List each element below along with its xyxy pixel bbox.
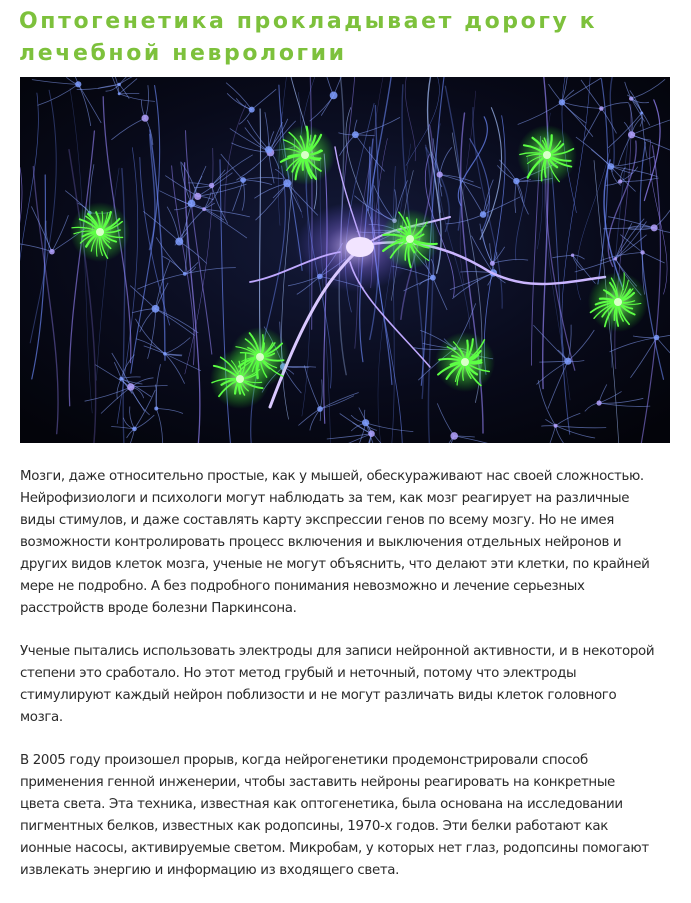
glowing-cell [435, 332, 495, 392]
paragraph-line: Нейрофизиологи и психологи могут наблюдать за тем, как мозг реагирует на различные [20, 491, 630, 506]
paragraph-line: стимулируют каждый нейрон поблизости и не могут различать виды клеток головного [20, 688, 617, 703]
paragraph-2 [20, 641, 675, 729]
glowing-cell [588, 272, 648, 332]
neuron-network-illustration-icon [20, 77, 670, 443]
paragraph-line: извлекать энергию и информацию из входящего света. [20, 863, 400, 878]
glowing-cell [210, 349, 270, 409]
paragraph-line: Мозги, даже относительно простые, как у мышей, обескураживают нас своей сложностью. [20, 469, 644, 484]
article-body [20, 466, 675, 903]
paragraph-line: ионные насосы, активируемые светом. Микробам, у которых нет глаз, родопсины помогают [20, 841, 649, 856]
paragraph-1 [20, 466, 675, 620]
paragraph-line: виды стимулов, и даже составлять карту экспрессии генов по всему мозгу. Но не имея [20, 513, 614, 528]
paragraph-line: цвета света. Эта техника, известная как оптогенетика, была основана на исследовании [20, 797, 623, 812]
glowing-cell [275, 125, 335, 185]
paragraph-line: других видов клеток мозга, ученые не могут объяснить, что делают эти клетки, по крайней [20, 557, 650, 572]
paragraph-line: возможности контролировать процесс включения и выключения отдельных нейронов и [20, 535, 622, 550]
paragraph-line: пигментных белков, известных как родопсины, 1970-х годов. Эти белки работают как [20, 819, 608, 834]
paragraph-line: расстройств вроде болезни Паркинсона. [20, 601, 297, 616]
glowing-cell [517, 125, 577, 185]
hero-image [20, 77, 670, 443]
paragraph-line: Ученые пытались использовать электроды для записи нейронной активности, и в некоторой [20, 644, 655, 659]
paragraph-line: степени это сработало. Но этот метод грубый и неточный, потому что электроды [20, 666, 577, 681]
paragraph-line: В 2005 году произошел прорыв, когда нейрогенетики продемонстрировали способ [20, 753, 588, 768]
paragraph-line: мере не подробно. А без подробного понимания невозможно и лечение серьезных [20, 579, 585, 594]
paragraph-3 [20, 750, 675, 882]
glowing-cell [380, 209, 440, 269]
paragraph-line: мозга. [20, 710, 63, 725]
paragraph-line: применения генной инженерии, чтобы заставить нейроны реагировать на конкретные [20, 775, 615, 790]
glowing-cell [70, 202, 130, 262]
article-title: Оптогенетика прокладывает дорогу к лечебной неврологии [19, 9, 598, 66]
